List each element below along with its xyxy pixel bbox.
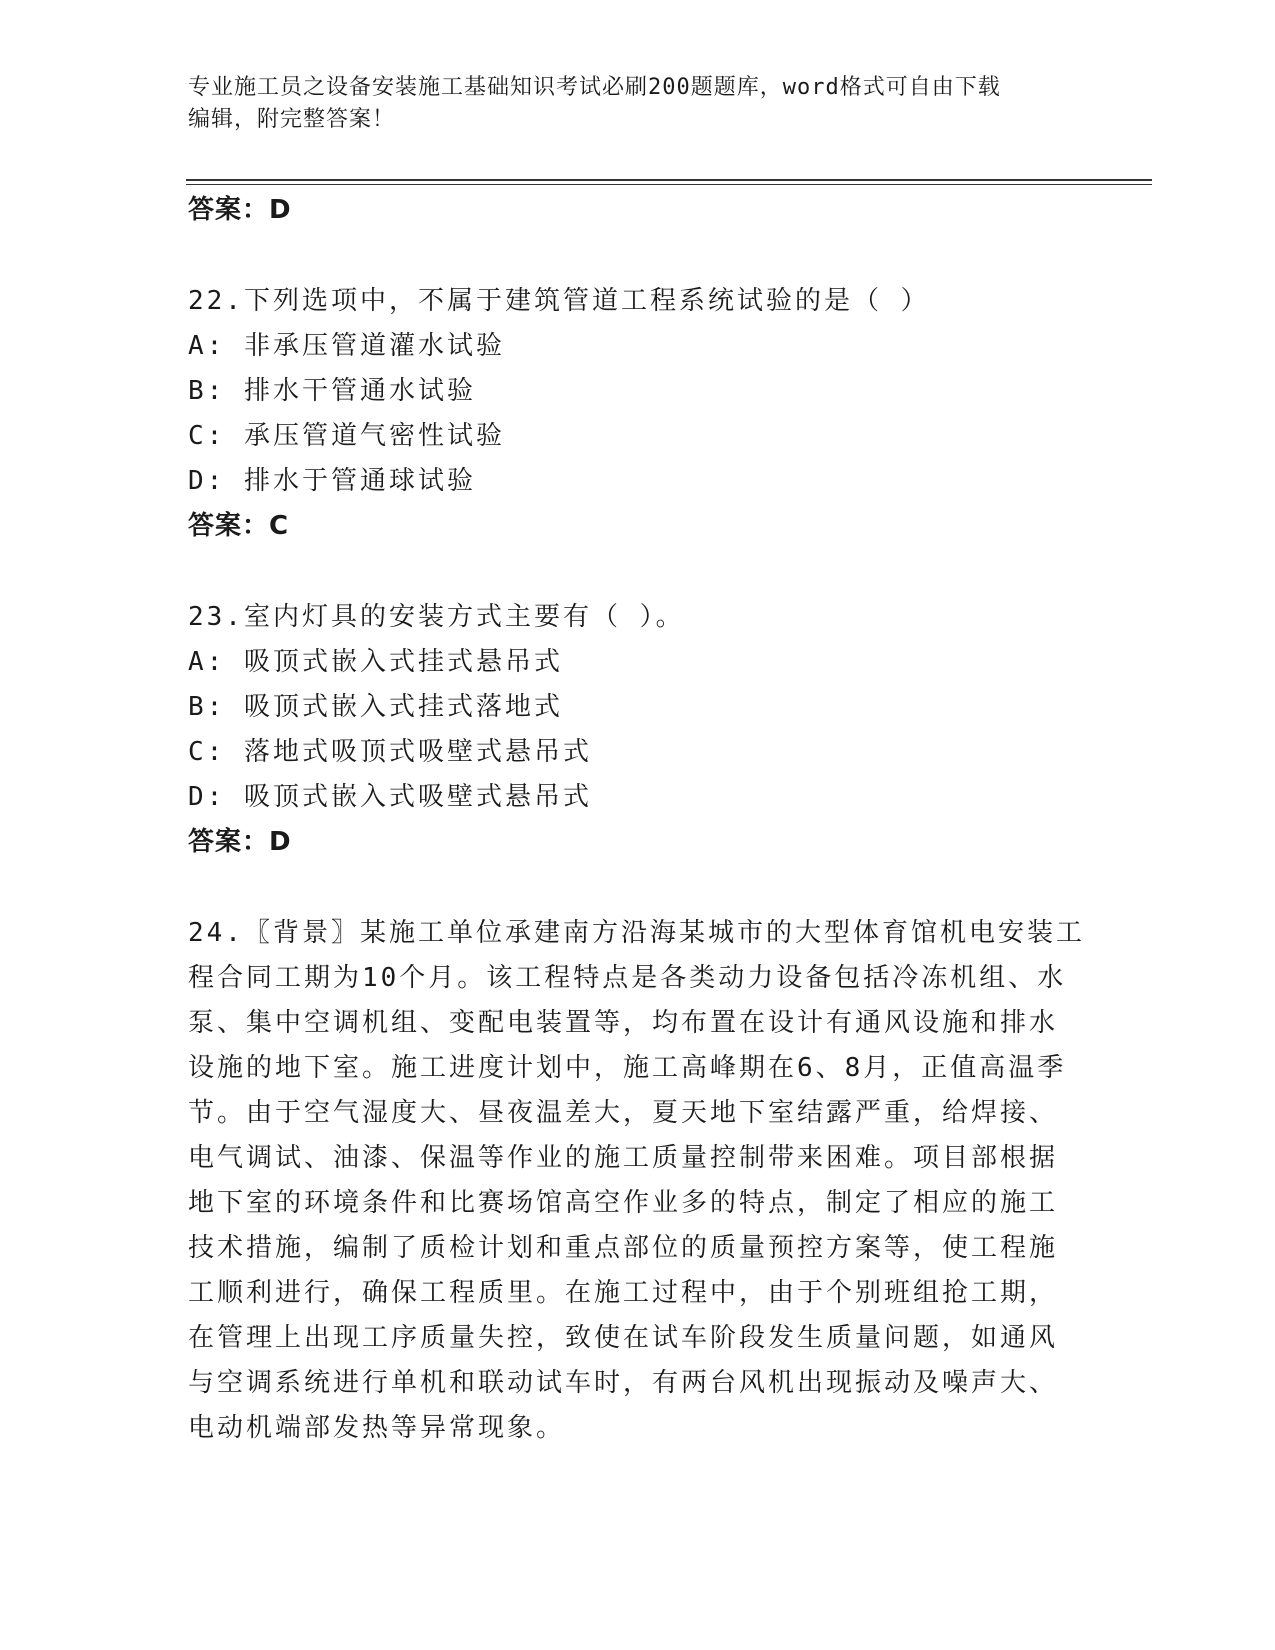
question-23 — [188, 595, 1088, 865]
option-a: A: 非承压管道灌水试验 — [188, 331, 505, 361]
paragraph-line: 程合同工期为10个月。该工程特点是各类动力设备包括冷冻机组、水 — [188, 963, 1067, 993]
document-body — [188, 188, 1088, 1451]
paragraph-line: 与空调系统进行单机和联动试车时，有两台风机出现振动及噪声大、 — [188, 1368, 1059, 1398]
option-b: B: 排水干管通水试验 — [188, 376, 476, 406]
paragraph-line: 泵、集中空调机组、变配电装置等，均布置在设计有通风设施和排水 — [188, 1008, 1059, 1038]
previous-answer: 答案：D — [188, 195, 292, 225]
question-text: 23.室内灯具的安装方式主要有（ ）。 — [188, 602, 685, 632]
paragraph-line: 技术措施，编制了质检计划和重点部位的质量预控方案等，使工程施 — [188, 1233, 1059, 1263]
spacer — [188, 549, 1088, 595]
header-rule-thin — [186, 184, 1152, 185]
answer: 答案：D — [188, 827, 292, 857]
header-line-1: 专业施工员之设备安装施工基础知识考试必刷200题题库，word格式可自由下载 — [188, 75, 1001, 100]
paragraph-line: 设施的地下室。施工进度计划中，施工高峰期在6、8月，正值高温季 — [188, 1053, 1067, 1083]
option-c: C: 承压管道气密性试验 — [188, 421, 505, 451]
paragraph-line: 节。由于空气湿度大、昼夜温差大，夏天地下室结露严重，给焊接、 — [188, 1098, 1059, 1128]
header-line-2: 编辑，附完整答案！ — [188, 107, 396, 132]
option-c: C: 落地式吸顶式吸壁式悬吊式 — [188, 737, 592, 767]
paragraph-line: 24.〖背景〗某施工单位承建南方沿海某城市的大型体育馆机电安装工 — [188, 918, 1085, 948]
question-24-background — [188, 911, 1088, 1451]
option-d: D: 吸顶式嵌入式吸壁式悬吊式 — [188, 782, 592, 812]
spacer — [188, 233, 1088, 279]
document-header — [188, 72, 1088, 136]
option-b: B: 吸顶式嵌入式挂式落地式 — [188, 692, 563, 722]
paragraph-line: 电气调试、油漆、保温等作业的施工质量控制带来困难。项目部根据 — [188, 1143, 1059, 1173]
question-22 — [188, 279, 1088, 549]
header-rule-thick — [186, 179, 1152, 181]
option-a: A: 吸顶式嵌入式挂式悬吊式 — [188, 647, 563, 677]
paragraph-line: 电动机端部发热等异常现象。 — [188, 1413, 566, 1443]
paragraph-line: 工顺利进行，确保工程质里。在施工过程中，由于个别班组抢工期， — [188, 1278, 1059, 1308]
spacer — [188, 865, 1088, 911]
paragraph-line: 地下室的环境条件和比赛场馆高空作业多的特点，制定了相应的施工 — [188, 1188, 1059, 1218]
question-text: 22.下列选项中，不属于建筑管道工程系统试验的是（ ） — [188, 286, 930, 316]
answer: 答案：C — [188, 511, 290, 541]
option-d: D: 排水于管通球试验 — [188, 466, 476, 496]
paragraph-line: 在管理上出现工序质量失控，致使在试车阶段发生质量问题，如通风 — [188, 1323, 1059, 1353]
